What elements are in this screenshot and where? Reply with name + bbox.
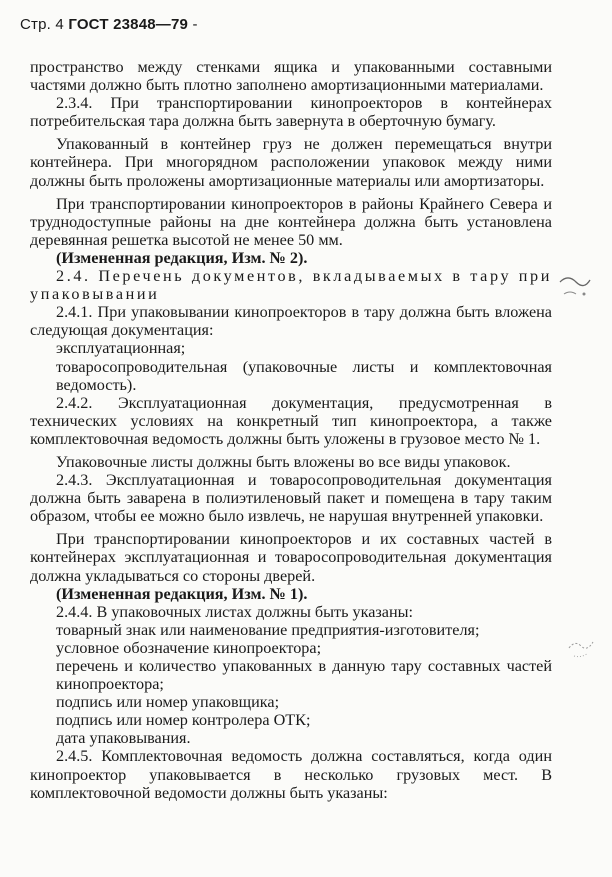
header-dash: - (192, 16, 198, 33)
paragraph-continuation: пространство между стенками ящика и упакованными составными частями должно быть плотно заполнено амортизационными материалами. (30, 58, 552, 95)
paragraph-container-cargo: Упакованный в контейнер груз не должен перемещаться внутри контейнера. При многорядном расположении упаковок между ними должны быть проложены амортизационные материалы или амортизаторы. (30, 135, 552, 190)
paragraph-far-north: При транспортировании кинопроекторов в районы Крайнего Севера и труднодоступные районы на дне контейнера должна быть установлена деревянная решетка высотой не менее 50 мм. (30, 194, 552, 249)
page-number: Стр. 4 (20, 16, 64, 33)
margin-scan-mark (558, 272, 592, 302)
document-body (30, 58, 552, 802)
margin-scan-smudge (566, 636, 596, 662)
paragraph-packing-lists: Упаковочные листы должны быть вложены во все виды упаковок. (56, 452, 511, 471)
standard-number: ГОСТ 23848—79 (68, 16, 189, 33)
paragraph-2-4-5: 2.4.5. Комплектовочная ведомость должна составляться, когда один кинопроектор упаковывается в несколько грузовых мест. В комплектовочной ведомости должны быть указаны: (30, 747, 552, 802)
section-heading-2-4: 2.4. Перечень документов, вкладываемых в тару при упаковывании (30, 267, 552, 304)
list-item: эксплуатационная; (56, 339, 186, 358)
list-item: перечень и количество упакованных в данную тару составных частей кинопроектора; (56, 657, 552, 694)
page-header (20, 16, 198, 33)
list-item: товарный знак или наименование предприятия-изготовителя; (56, 620, 480, 639)
list-item: товаросопроводительная (упаковочные листы и комплектовочная ведомость). (56, 357, 552, 394)
paragraph-container-doors: При транспортировании кинопроекторов и их составных частей в контейнерах эксплуатационная и товаросопроводительная документация должна укладываться со стороны дверей. (30, 530, 552, 585)
list-item: условное обозначение кинопроектора; (56, 638, 322, 657)
amendment-note-1: (Измененная редакция, Изм. № 1). (56, 584, 308, 603)
paragraph-2-4-3: 2.4.3. Эксплуатационная и товаросопроводительная документация должна быть заварена в полиэтиленовый пакет и помещена в тару таким образом, чтобы ее можно было извлечь, не нарушая внутренней упаковки. (30, 471, 552, 526)
list-item: подпись или номер упаковщика; (56, 693, 280, 712)
paragraph-2-4-4: 2.4.4. В упаковочных листах должны быть указаны: (56, 602, 414, 621)
paragraph-2-4-1: 2.4.1. При упаковывании кинопроекторов в тару должна быть вложена следующая документация: (30, 303, 552, 340)
paragraph-2-3-4: 2.3.4. При транспортировании кинопроекторов в контейнерах потребительская тара должна быть завернута в оберточную бумагу. (30, 94, 552, 131)
list-item: дата упаковывания. (56, 729, 191, 748)
list-item: подпись или номер контролера ОТК; (56, 711, 311, 730)
paragraph-2-4-2: 2.4.2. Эксплуатационная документация, предусмотренная в технических условиях на конкретный тип кинопроектора, а также комплектовочная ведомость должны быть уложены в грузовое место № 1. (30, 393, 552, 448)
amendment-note-2: (Измененная редакция, Изм. № 2). (56, 248, 308, 267)
